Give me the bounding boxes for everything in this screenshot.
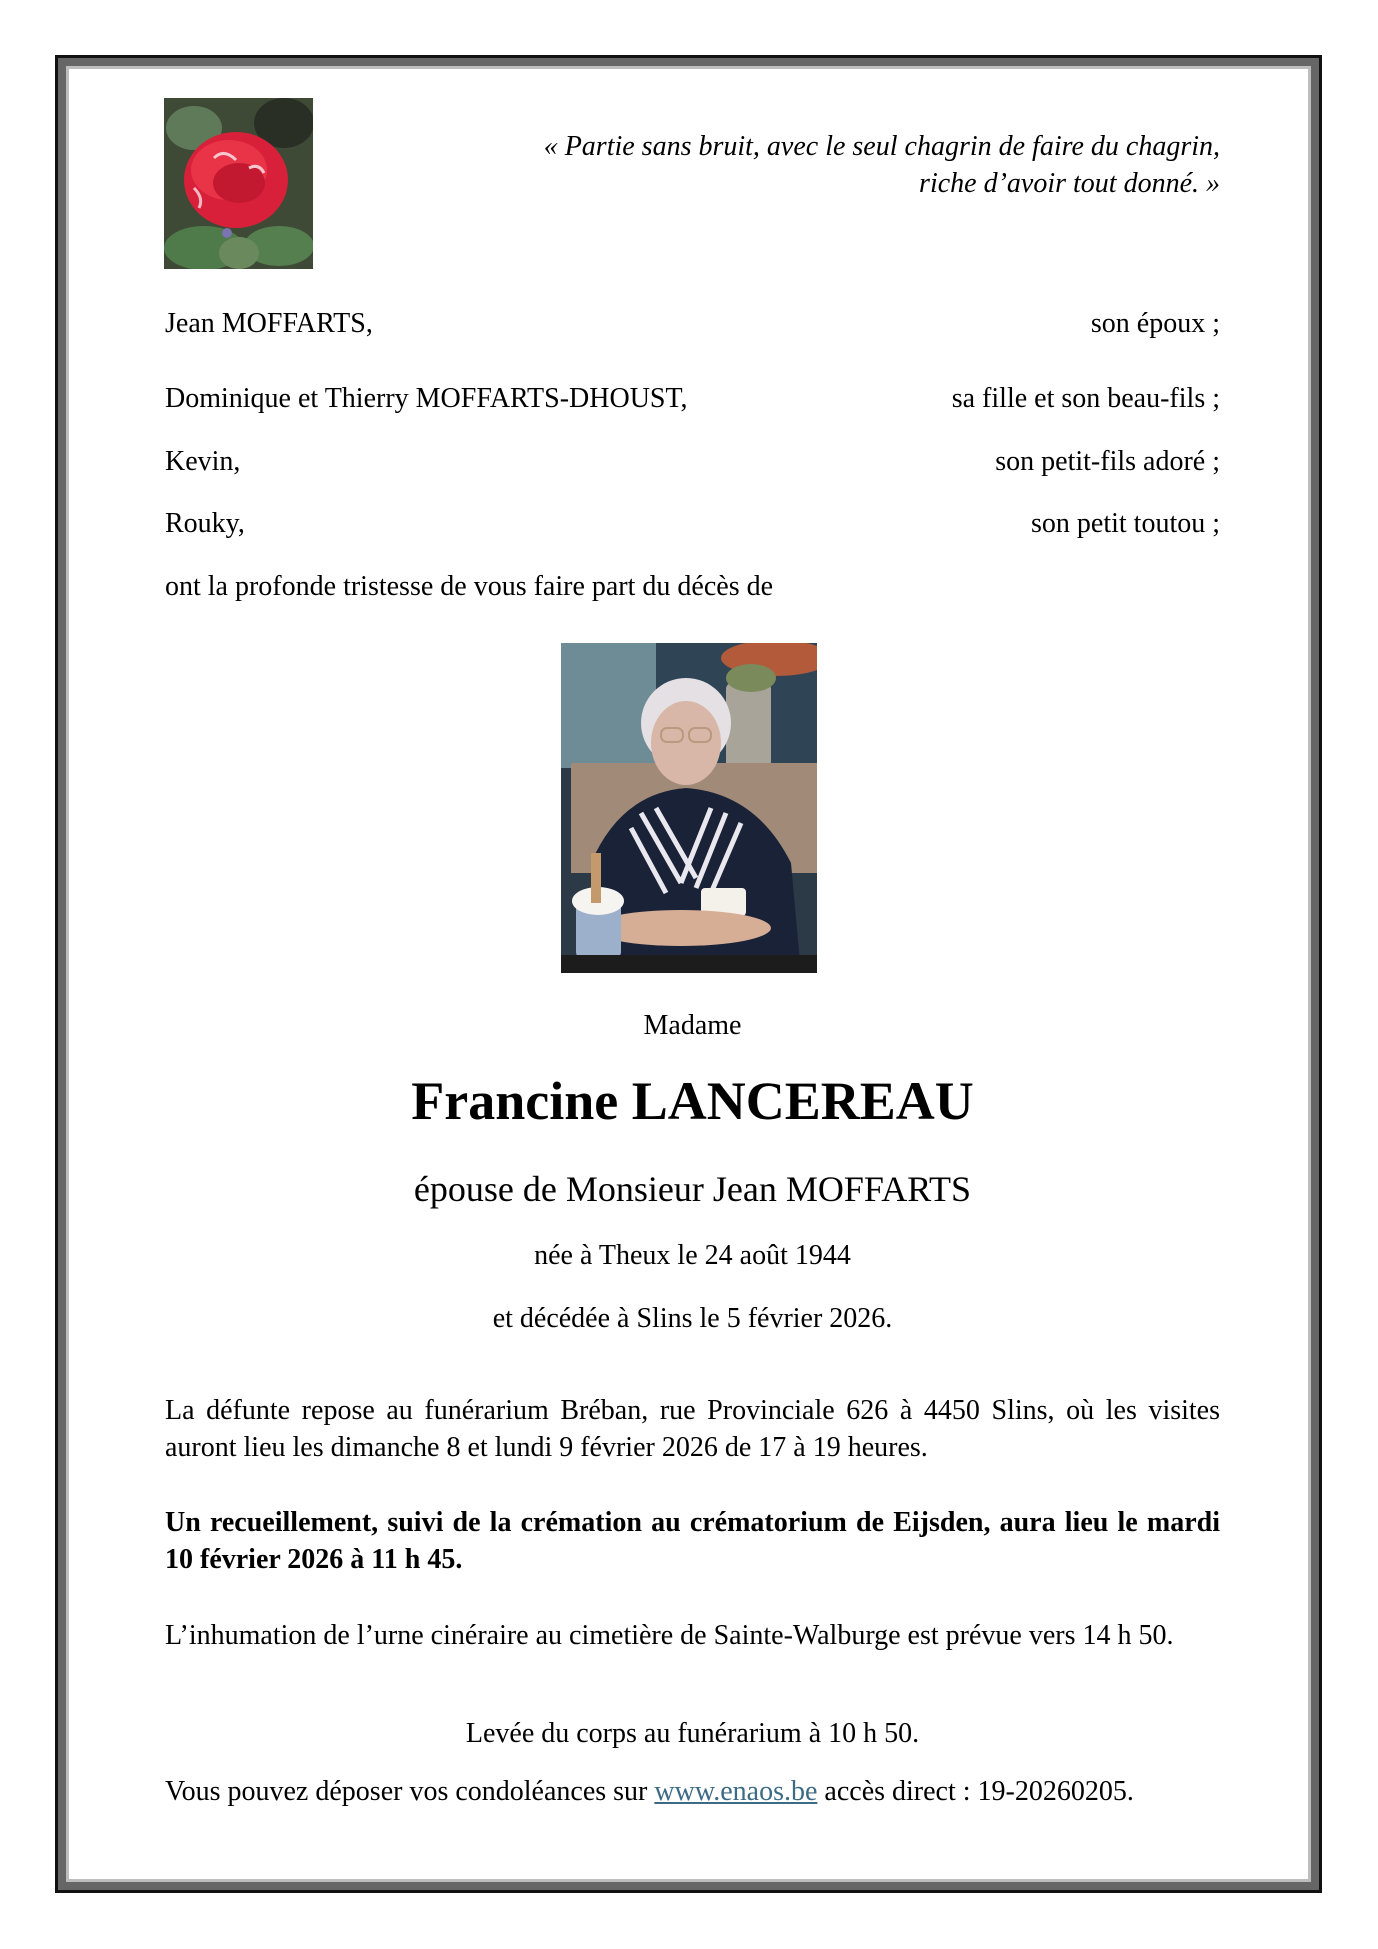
announcement-text: ont la profonde tristesse de vous faire part du décès de [165,571,774,602]
family-relation-grandson: son petit-fils adoré ; [995,446,1220,477]
rose-icon [164,98,313,269]
deceased-death: et décédée à Slins le 5 février 2026. [492,1303,893,1334]
condolences-suffix: accès direct : 19-20260205. [824,1776,1134,1807]
deceased-birth: née à Theux le 24 août 1944 [534,1240,851,1271]
visitation-paragraph: La défunte repose au funérarium Bréban, rue Provinciale 626 à 4450 Slins, où les visites auront lieu les dimanche 8 et lundi 9 février 2026 de 17 à 19 heures. [165,1395,1220,1463]
condolences-link[interactable]: www.enaos.be [654,1776,818,1807]
deceased-spouse: épouse de Monsieur Jean MOFFARTS [413,1169,972,1209]
deceased-name: Francine LANCEREAU [411,1071,974,1131]
burial-paragraph: L’inhumation de l’urne cinéraire au cimetière de Sainte-Walburge est prévue vers 14 h 50. [165,1620,1174,1651]
departure-line: Levée du corps au funérarium à 10 h 50. [465,1718,920,1749]
family-relation-daughter: sa fille et son beau-fils ; [951,383,1220,414]
family-relation-spouse: son époux ; [1090,308,1220,339]
quote-line-2: riche d’avoir tout donné. » [919,168,1220,199]
ceremony-paragraph: Un recueillement, suivi de la crémation au crématorium de Eijsden, aura lieu le mardi 10 février 2026 à 11 h 45. [165,1507,1220,1575]
family-name-grandson: Kevin, [165,446,241,477]
deceased-title: Madame [643,1010,742,1041]
portrait-photo-icon [561,643,817,973]
family-name-daughter: Dominique et Thierry MOFFARTS-DHOUST, [165,383,688,414]
family-name-pet: Rouky, [165,508,245,539]
page-content-area [69,69,1308,1879]
family-name-spouse: Jean MOFFARTS, [165,308,373,339]
condolences-paragraph [165,1773,1220,1810]
rose-image [164,98,313,269]
quote-line-1: « Partie sans bruit, avec le seul chagrin de faire du chagrin, [543,131,1220,162]
portrait-image [561,643,817,973]
epigraph-quote [544,128,1220,202]
condolences-prefix: Vous pouvez déposer vos condoléances sur [165,1776,648,1807]
family-relation-pet: son petit toutou ; [1031,508,1220,539]
